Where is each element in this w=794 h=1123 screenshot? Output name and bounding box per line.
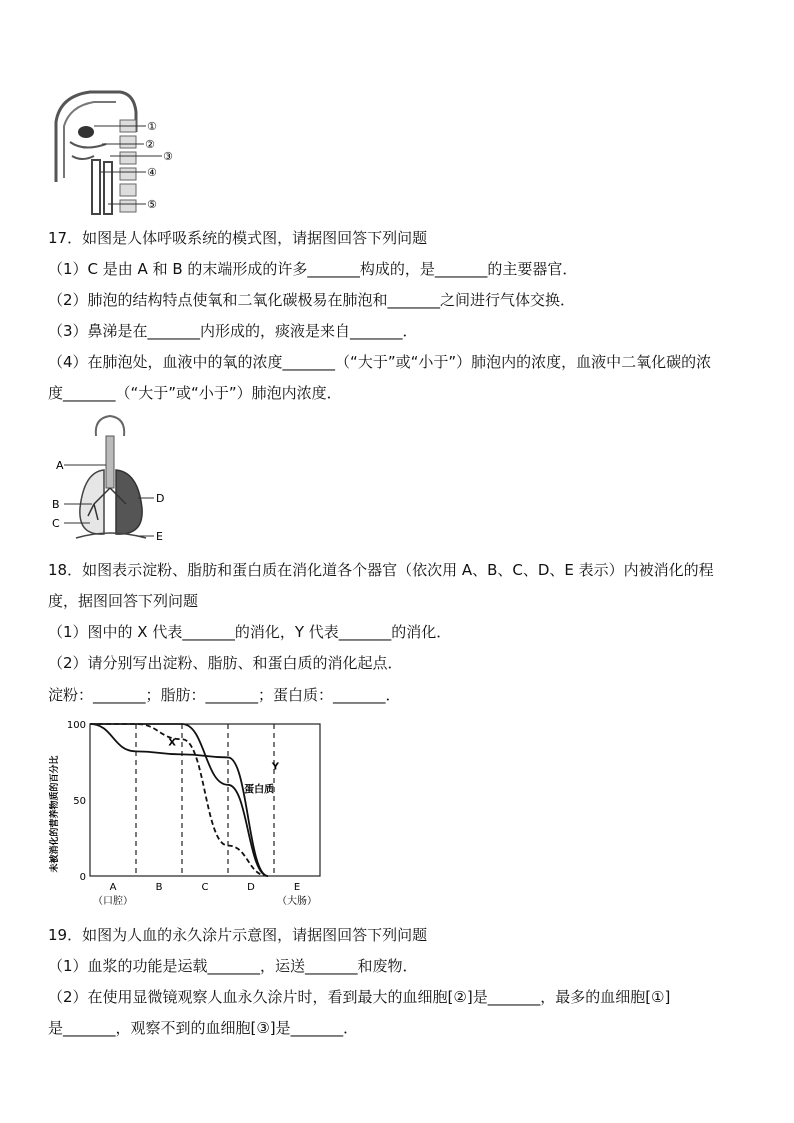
q18-part2: （2）请分别写出淀粉、脂肪、和蛋白质的消化起点． xyxy=(48,654,403,672)
chart-series-annotation: 蛋白质 xyxy=(244,784,275,796)
q17-part1: （1）C 是由 A 和 B 的末端形成的许多_______构成的，是_______的主要器官． xyxy=(48,260,578,278)
chart-category-label: C xyxy=(201,882,209,893)
fig2-label-a: A xyxy=(56,459,64,472)
chart-category-label: E xyxy=(293,882,301,893)
q17-part4b: 度_______（“大于”或“小于”）肺泡内浓度． xyxy=(48,384,342,402)
chart-category-label: A xyxy=(109,882,117,893)
chart-series-line xyxy=(90,724,268,876)
q19-part2a: （2）在使用显微镜观察人血永久涂片时，看到最大的血细胞[②]是_______，最多的血细胞[①] xyxy=(48,988,671,1006)
q19-part2b: 是_______，观察不到的血细胞[③]是_______． xyxy=(48,1019,359,1037)
chart-series-line xyxy=(90,724,268,876)
fig1-label-1: ① xyxy=(147,120,157,133)
respiratory-head-figure xyxy=(50,82,185,217)
chart-category-sublabel: （口腔） xyxy=(93,896,133,907)
q17-part2: （2）肺泡的结构特点使氧和二氧化碳极易在肺泡和_______之间进行气体交换． xyxy=(48,291,576,309)
q17-title: 17．如图是人体呼吸系统的模式图，请据图回答下列问题 xyxy=(48,229,428,247)
respiratory-system-figure xyxy=(50,412,170,550)
chart-series-annotation: X xyxy=(168,737,176,749)
q19-part1: （1）血浆的功能是运载_______，运送_______和废物． xyxy=(48,957,418,975)
q18-part3: 淀粉：_______；脂肪：_______；蛋白质：_______． xyxy=(48,686,401,704)
chart-y-tick: 100 xyxy=(66,720,86,731)
chart-series-annotation: Y xyxy=(271,761,279,773)
fig1-label-2: ② xyxy=(145,138,155,151)
q17-part3: （3）鼻涕是在_______内形成的，痰液是来自_______． xyxy=(48,322,418,340)
chart-category-label: B xyxy=(155,882,163,893)
q18-part1: （1）图中的 X 代表_______的消化，Y 代表_______的消化． xyxy=(48,623,452,641)
chart-category-label: D xyxy=(247,882,255,893)
q19-title: 19．如图为人血的永久涂片示意图，请据图回答下列问题 xyxy=(48,926,428,944)
fig1-label-4: ④ xyxy=(147,166,157,179)
digestion-chart xyxy=(48,716,328,912)
chart-category-sublabel: （大肠） xyxy=(277,896,317,907)
q17-part4a: （4）在肺泡处，血液中的氧的浓度_______（“大于”或“小于”）肺泡内的浓度，血液中二氧化碳的浓 xyxy=(48,353,712,371)
q18-title-a: 18．如图表示淀粉、脂肪和蛋白质在消化道各个器官（依次用 A、B、C、D、E 表示）内被消化的程 xyxy=(48,561,714,579)
q18-title-b: 度，据图回答下列问题 xyxy=(48,592,199,610)
fig1-label-3: ③ xyxy=(163,150,173,163)
chart-y-tick: 50 xyxy=(73,796,86,807)
fig2-label-d: D xyxy=(156,492,165,505)
chart-y-tick: 0 xyxy=(79,872,86,883)
chart-y-axis-label: 未被消化的营养物质的百分比 xyxy=(50,755,60,873)
fig2-label-c: C xyxy=(52,517,60,530)
fig2-label-b: B xyxy=(52,498,60,511)
chart-series-line xyxy=(90,724,268,876)
fig2-label-e: E xyxy=(156,530,163,543)
fig1-label-5: ⑤ xyxy=(147,198,157,211)
